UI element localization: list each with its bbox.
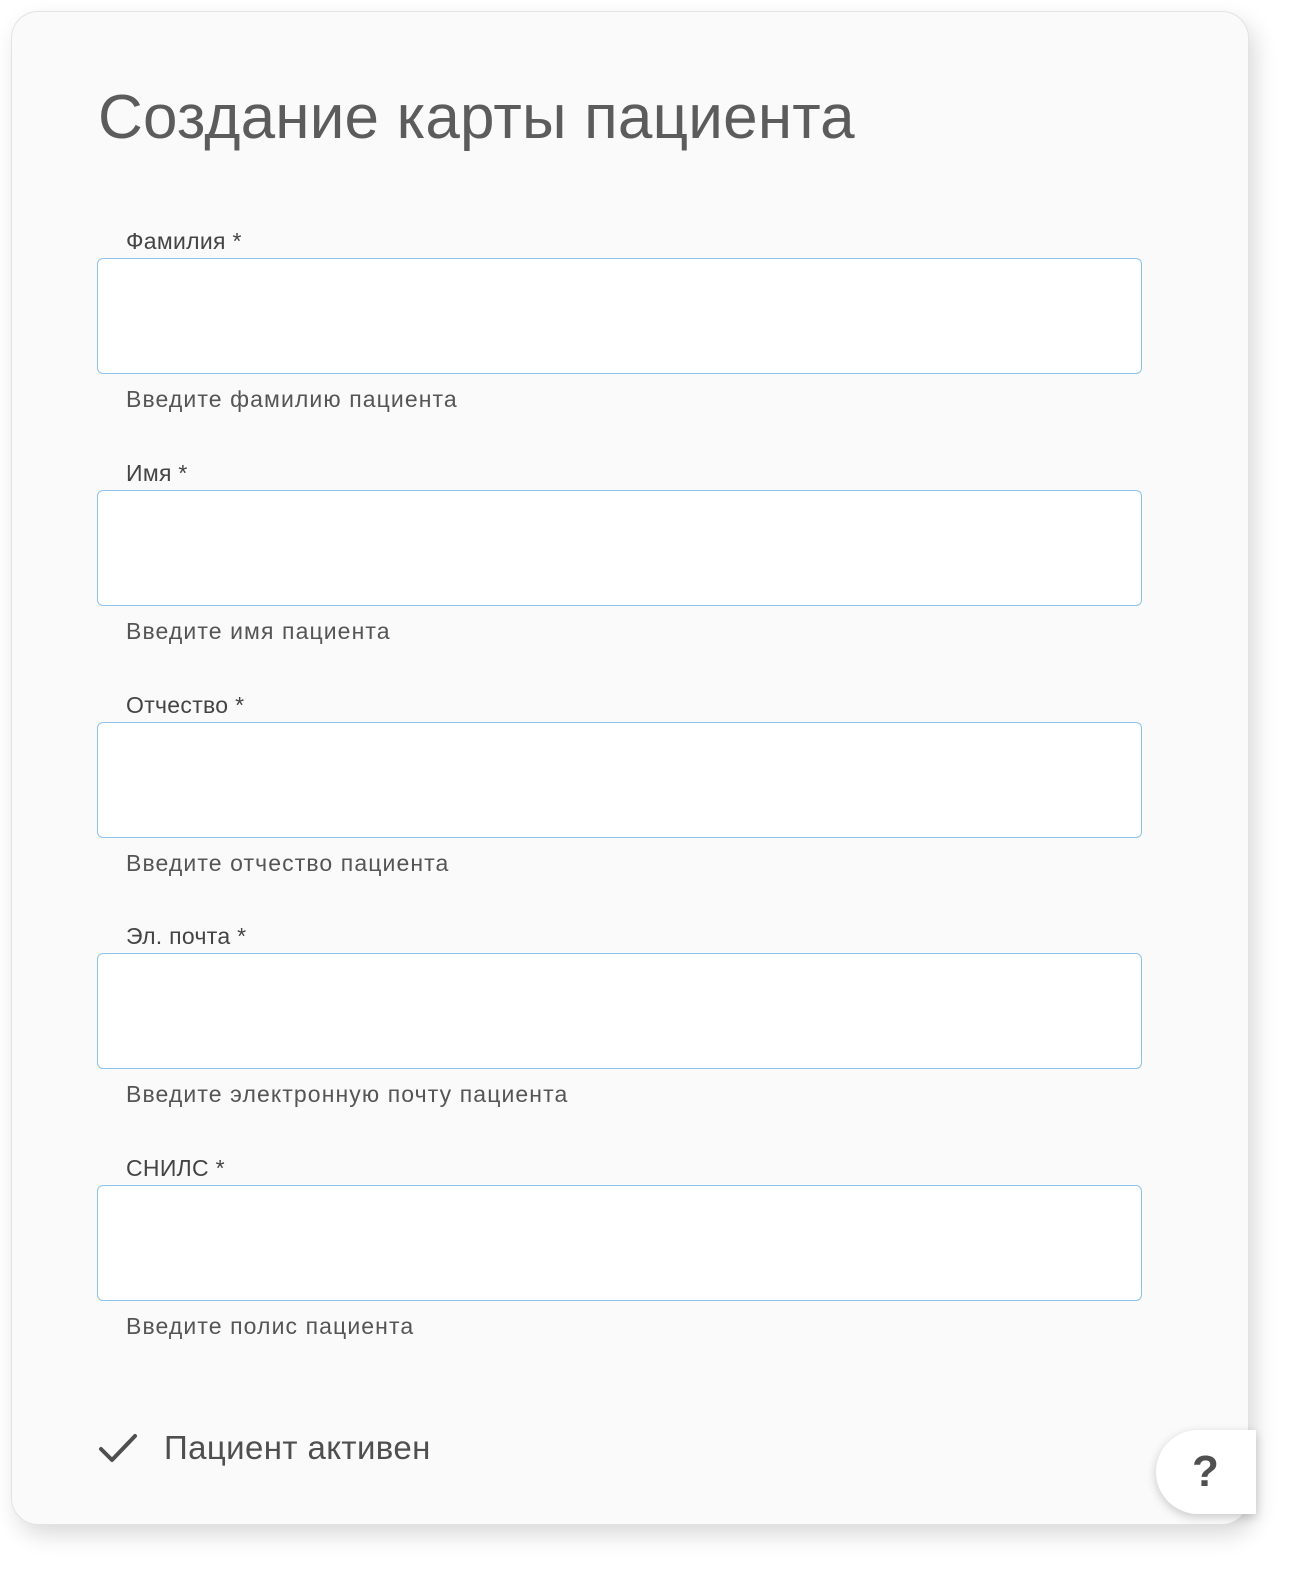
field-label-last-name: Фамилия * (126, 228, 242, 254)
check-icon (98, 1428, 138, 1468)
patient-active-label: Пациент активен (164, 1429, 431, 1466)
field-hint-snils: Введите полис пациента (126, 1313, 415, 1339)
email-input[interactable] (97, 953, 1142, 1069)
field-label-snils: СНИЛС * (126, 1155, 225, 1181)
patient-card-form (12, 12, 1248, 1524)
page-title: Создание карты пациента (98, 83, 855, 152)
patronymic-input[interactable] (97, 722, 1142, 838)
field-label-patronymic: Отчество * (126, 692, 245, 718)
field-hint-first-name: Введите имя пациента (126, 618, 391, 644)
patient-active-checkbox[interactable] (98, 1424, 431, 1472)
snils-input[interactable] (97, 1185, 1142, 1301)
question-icon: ? (1192, 1447, 1219, 1496)
last-name-input[interactable] (97, 258, 1142, 374)
field-hint-email: Введите электронную почту пациента (126, 1081, 569, 1107)
first-name-input[interactable] (97, 490, 1142, 606)
field-hint-last-name: Введите фамилию пациента (126, 386, 458, 412)
field-label-email: Эл. почта * (126, 923, 247, 949)
field-hint-patronymic: Введите отчество пациента (126, 850, 450, 876)
help-button[interactable] (1156, 1430, 1256, 1514)
field-label-first-name: Имя * (126, 460, 188, 486)
